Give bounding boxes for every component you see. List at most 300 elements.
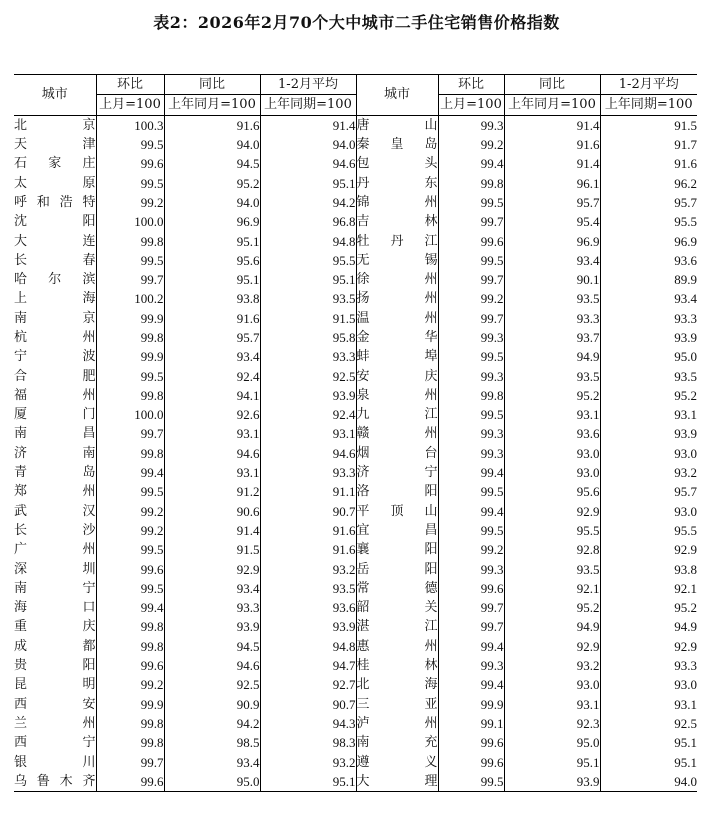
yoy-value-left: 91.6 <box>164 115 260 135</box>
city-name-left: 北京 <box>14 117 96 133</box>
mom-value-right: 99.4 <box>438 675 504 694</box>
avg-value-left: 93.3 <box>260 463 356 482</box>
avg-value-right: 93.0 <box>600 444 697 463</box>
table-row <box>14 637 697 656</box>
city-name-right: 无锡 <box>356 251 438 270</box>
avg-value-left: 91.6 <box>260 521 356 540</box>
mom-value-left: 99.8 <box>96 386 164 405</box>
mom-value-right: 99.8 <box>438 386 504 405</box>
avg-value-right: 94.0 <box>600 772 697 792</box>
table-row <box>14 656 697 675</box>
mom-value-left: 99.8 <box>96 617 164 636</box>
mom-value-left: 99.5 <box>96 135 164 154</box>
table-row <box>14 115 697 135</box>
mom-value-left: 100.2 <box>96 289 164 308</box>
mom-value-right: 99.3 <box>438 559 504 578</box>
city-name-left: 石家庄 <box>14 156 96 172</box>
table-row <box>14 772 697 792</box>
table-row <box>14 579 697 598</box>
city-name-left: 西宁 <box>14 735 96 751</box>
table-row <box>14 309 697 328</box>
mom-value-right: 99.4 <box>438 463 504 482</box>
city-name-right: 锦州 <box>356 193 438 212</box>
mom-value-left: 99.9 <box>96 309 164 328</box>
city-name-left: 长春 <box>14 252 96 268</box>
city-name-left: 广州 <box>14 542 96 558</box>
avg-value-left: 93.6 <box>260 598 356 617</box>
city-name-right: 安庆 <box>356 366 438 385</box>
city-name-right: 温州 <box>356 309 438 328</box>
mom-value-right: 99.5 <box>438 772 504 792</box>
table-row <box>14 347 697 366</box>
table-row <box>14 289 697 308</box>
city-name-left: 太原 <box>14 175 96 191</box>
mom-value-left: 99.9 <box>96 695 164 714</box>
yoy-value-right: 93.0 <box>504 463 600 482</box>
mom-value-right: 99.5 <box>438 482 504 501</box>
mom-value-right: 99.7 <box>438 270 504 289</box>
yoy-value-left: 94.1 <box>164 386 260 405</box>
mom-value-right: 99.5 <box>438 347 504 366</box>
city-name-right: 湛江 <box>356 617 438 636</box>
yoy-value-left: 92.9 <box>164 559 260 578</box>
mom-value-right: 99.2 <box>438 289 504 308</box>
avg-value-left: 92.5 <box>260 366 356 385</box>
yoy-value-right: 95.2 <box>504 386 600 405</box>
mom-value-right: 99.3 <box>438 424 504 443</box>
yoy-value-right: 91.4 <box>504 115 600 135</box>
city-name-left: 杭州 <box>14 330 96 345</box>
avg-value-right: 95.1 <box>600 752 697 771</box>
avg-value-left: 92.7 <box>260 675 356 694</box>
avg-value-right: 95.5 <box>600 521 697 540</box>
price-index-table <box>14 74 697 792</box>
mom-value-left: 99.8 <box>96 714 164 733</box>
yoy-value-left: 91.6 <box>164 309 260 328</box>
table-row <box>14 714 697 733</box>
yoy-value-left: 95.1 <box>164 270 260 289</box>
city-name-left: 合肥 <box>14 368 96 384</box>
city-name-right: 泉州 <box>356 386 438 405</box>
avg-value-left: 91.5 <box>260 309 356 328</box>
city-name-right: 秦皇岛 <box>356 135 438 154</box>
city-name-right: 北海 <box>356 675 438 694</box>
yoy-value-right: 95.7 <box>504 193 600 212</box>
avg-value-left: 95.1 <box>260 173 356 192</box>
city-name-left: 乌鲁木齐 <box>14 772 96 792</box>
yoy-value-left: 94.5 <box>164 154 260 173</box>
avg-value-right: 96.9 <box>600 231 697 250</box>
city-name-right: 扬州 <box>356 289 438 308</box>
yoy-value-right: 92.9 <box>504 637 600 656</box>
yoy-value-left: 93.8 <box>164 289 260 308</box>
yoy-value-right: 95.1 <box>504 752 600 771</box>
mom-value-left: 99.6 <box>96 656 164 675</box>
table-row <box>14 559 697 578</box>
city-name-left: 南京 <box>14 310 96 326</box>
avg-base-right: 上年同期=100 <box>600 95 697 115</box>
yoy-value-right: 93.1 <box>504 695 600 714</box>
table-row <box>14 251 697 270</box>
yoy-value-left: 91.4 <box>164 521 260 540</box>
mom-value-right: 99.3 <box>438 328 504 347</box>
avg-value-left: 91.4 <box>260 115 356 135</box>
avg-value-left: 93.3 <box>260 347 356 366</box>
mom-value-left: 99.4 <box>96 463 164 482</box>
yoy-value-left: 92.6 <box>164 405 260 424</box>
avg-value-left: 93.5 <box>260 289 356 308</box>
avg-value-left: 95.8 <box>260 328 356 347</box>
table-row <box>14 386 697 405</box>
avg-value-right: 93.0 <box>600 675 697 694</box>
mom-value-right: 99.3 <box>438 115 504 135</box>
mom-value-left: 99.5 <box>96 173 164 192</box>
mom-base-left: 上月=100 <box>96 95 164 115</box>
city-name-right: 牡丹江 <box>356 231 438 250</box>
mom-value-right: 99.8 <box>438 173 504 192</box>
yoy-value-right: 95.4 <box>504 212 600 231</box>
yoy-value-left: 96.9 <box>164 212 260 231</box>
city-name-right: 惠州 <box>356 637 438 656</box>
mom-value-right: 99.5 <box>438 251 504 270</box>
avg-value-right: 93.8 <box>600 559 697 578</box>
yoy-value-right: 93.0 <box>504 444 600 463</box>
avg-value-right: 93.1 <box>600 695 697 714</box>
mom-value-left: 99.7 <box>96 270 164 289</box>
mom-value-left: 99.4 <box>96 598 164 617</box>
yoy-value-right: 90.1 <box>504 270 600 289</box>
city-name-right: 吉林 <box>356 212 438 231</box>
yoy-header-right: 同比 <box>504 75 600 95</box>
city-name-left: 厦门 <box>14 407 96 423</box>
avg-value-right: 93.2 <box>600 463 697 482</box>
mom-value-left: 99.5 <box>96 482 164 501</box>
mom-value-left: 100.0 <box>96 212 164 231</box>
mom-value-right: 99.7 <box>438 309 504 328</box>
yoy-value-right: 95.5 <box>504 521 600 540</box>
yoy-value-right: 93.9 <box>504 772 600 792</box>
yoy-value-right: 93.7 <box>504 328 600 347</box>
avg-value-left: 91.6 <box>260 540 356 559</box>
avg-value-right: 95.5 <box>600 212 697 231</box>
city-name-left: 昆明 <box>14 677 96 693</box>
yoy-value-left: 93.1 <box>164 424 260 443</box>
city-name-right: 常德 <box>356 579 438 598</box>
city-name-right: 宜昌 <box>356 521 438 540</box>
avg-base-left: 上年同期=100 <box>260 95 356 115</box>
city-name-right: 包头 <box>356 154 438 173</box>
avg-value-right: 91.6 <box>600 154 697 173</box>
avg-value-left: 94.6 <box>260 444 356 463</box>
city-name-left: 西安 <box>14 696 96 712</box>
mom-value-left: 99.8 <box>96 637 164 656</box>
city-name-right: 洛阳 <box>356 482 438 501</box>
city-name-right: 九江 <box>356 405 438 424</box>
avg-value-left: 93.9 <box>260 617 356 636</box>
city-name-left: 大连 <box>14 233 96 249</box>
avg-value-right: 95.2 <box>600 386 697 405</box>
yoy-value-left: 93.1 <box>164 463 260 482</box>
table-row <box>14 444 697 463</box>
mom-value-right: 99.3 <box>438 444 504 463</box>
avg-value-left: 93.1 <box>260 424 356 443</box>
yoy-value-right: 93.4 <box>504 251 600 270</box>
table-body <box>14 115 697 791</box>
yoy-value-left: 93.4 <box>164 752 260 771</box>
city-header-left: 城市 <box>14 75 96 116</box>
mom-value-left: 99.6 <box>96 772 164 792</box>
mom-value-left: 99.2 <box>96 193 164 212</box>
table-row <box>14 733 697 752</box>
avg-value-right: 89.9 <box>600 270 697 289</box>
avg-value-right: 92.1 <box>600 579 697 598</box>
yoy-value-left: 92.5 <box>164 675 260 694</box>
avg-value-left: 95.1 <box>260 270 356 289</box>
avg-value-left: 90.7 <box>260 502 356 521</box>
mom-value-left: 99.5 <box>96 251 164 270</box>
avg-value-right: 92.5 <box>600 714 697 733</box>
avg-value-right: 92.9 <box>600 540 697 559</box>
yoy-base-right: 上年同月=100 <box>504 95 600 115</box>
avg-value-right: 92.9 <box>600 637 697 656</box>
yoy-value-right: 94.9 <box>504 617 600 636</box>
city-name-left: 青岛 <box>14 465 96 481</box>
yoy-value-right: 93.1 <box>504 405 600 424</box>
avg-value-left: 93.9 <box>260 386 356 405</box>
avg-value-right: 95.7 <box>600 482 697 501</box>
avg-value-left: 94.0 <box>260 135 356 154</box>
mom-value-right: 99.1 <box>438 714 504 733</box>
city-name-left: 沈阳 <box>14 214 96 230</box>
mom-value-right: 99.5 <box>438 521 504 540</box>
table-row <box>14 598 697 617</box>
city-name-right: 济宁 <box>356 463 438 482</box>
yoy-value-left: 95.7 <box>164 328 260 347</box>
mom-value-left: 99.2 <box>96 502 164 521</box>
mom-value-right: 99.7 <box>438 598 504 617</box>
yoy-value-right: 93.5 <box>504 366 600 385</box>
mom-value-right: 99.5 <box>438 405 504 424</box>
mom-value-left: 99.2 <box>96 521 164 540</box>
yoy-value-right: 92.3 <box>504 714 600 733</box>
mom-value-left: 99.8 <box>96 231 164 250</box>
header-row-bases <box>14 95 697 115</box>
yoy-value-right: 93.2 <box>504 656 600 675</box>
avg-value-left: 93.5 <box>260 579 356 598</box>
city-name-right: 赣州 <box>356 424 438 443</box>
table-row <box>14 135 697 154</box>
city-name-right: 蚌埠 <box>356 347 438 366</box>
yoy-value-left: 93.3 <box>164 598 260 617</box>
avg-value-left: 95.5 <box>260 251 356 270</box>
table-row <box>14 193 697 212</box>
mom-header-left: 环比 <box>96 75 164 95</box>
city-name-left: 长沙 <box>14 522 96 538</box>
avg-value-left: 95.1 <box>260 772 356 792</box>
mom-value-left: 99.7 <box>96 424 164 443</box>
table-row <box>14 154 697 173</box>
avg-value-right: 93.9 <box>600 328 697 347</box>
city-name-left: 成都 <box>14 638 96 654</box>
city-name-left: 海口 <box>14 600 96 616</box>
city-name-right: 三亚 <box>356 695 438 714</box>
table-row <box>14 521 697 540</box>
mom-value-right: 99.7 <box>438 212 504 231</box>
yoy-value-right: 93.3 <box>504 309 600 328</box>
yoy-value-right: 93.5 <box>504 289 600 308</box>
mom-value-right: 99.3 <box>438 656 504 675</box>
yoy-value-left: 98.5 <box>164 733 260 752</box>
avg-value-left: 91.1 <box>260 482 356 501</box>
table-row <box>14 424 697 443</box>
city-name-right: 桂林 <box>356 656 438 675</box>
table-row <box>14 617 697 636</box>
yoy-value-left: 94.6 <box>164 444 260 463</box>
table-row <box>14 482 697 501</box>
yoy-header-left: 同比 <box>164 75 260 95</box>
city-name-right: 大理 <box>356 772 438 792</box>
mom-value-right: 99.2 <box>438 135 504 154</box>
avg-value-right: 93.0 <box>600 502 697 521</box>
avg-value-right: 91.5 <box>600 115 697 135</box>
mom-value-left: 99.8 <box>96 328 164 347</box>
yoy-value-left: 91.5 <box>164 540 260 559</box>
page-title: 表2：2026年2月70个大中城市二手住宅销售价格指数 <box>153 13 560 32</box>
yoy-value-right: 94.9 <box>504 347 600 366</box>
yoy-value-left: 94.2 <box>164 714 260 733</box>
mom-value-right: 99.6 <box>438 579 504 598</box>
table-row <box>14 173 697 192</box>
yoy-value-left: 95.0 <box>164 772 260 792</box>
yoy-value-left: 94.0 <box>164 193 260 212</box>
table-row <box>14 405 697 424</box>
city-name-right: 烟台 <box>356 444 438 463</box>
avg-value-right: 93.6 <box>600 251 697 270</box>
mom-value-left: 99.2 <box>96 675 164 694</box>
mom-base-right: 上月=100 <box>438 95 504 115</box>
yoy-value-left: 93.4 <box>164 347 260 366</box>
mom-value-right: 99.9 <box>438 695 504 714</box>
avg-value-left: 94.3 <box>260 714 356 733</box>
table-row <box>14 695 697 714</box>
city-name-right: 泸州 <box>356 714 438 733</box>
mom-value-right: 99.5 <box>438 193 504 212</box>
yoy-value-left: 95.1 <box>164 231 260 250</box>
city-name-right: 岳阳 <box>356 559 438 578</box>
avg-value-right: 91.7 <box>600 135 697 154</box>
avg-value-left: 90.7 <box>260 695 356 714</box>
mom-value-left: 99.5 <box>96 366 164 385</box>
table-row <box>14 463 697 482</box>
city-name-left: 深圳 <box>14 561 96 577</box>
avg-value-left: 92.4 <box>260 405 356 424</box>
avg-value-left: 94.6 <box>260 154 356 173</box>
avg-value-right: 93.3 <box>600 309 697 328</box>
yoy-value-left: 90.9 <box>164 695 260 714</box>
yoy-value-left: 94.5 <box>164 637 260 656</box>
table-row <box>14 270 697 289</box>
yoy-value-right: 93.5 <box>504 559 600 578</box>
city-name-left: 上海 <box>14 291 96 307</box>
mom-value-left: 99.5 <box>96 579 164 598</box>
city-name-right: 丹东 <box>356 173 438 192</box>
city-name-left: 武汉 <box>14 503 96 519</box>
city-name-left: 天津 <box>14 137 96 153</box>
avg-value-right: 95.1 <box>600 733 697 752</box>
table-row <box>14 366 697 385</box>
city-name-right: 韶关 <box>356 598 438 617</box>
mom-value-left: 99.6 <box>96 154 164 173</box>
avg-value-right: 96.2 <box>600 173 697 192</box>
avg-value-right: 94.9 <box>600 617 697 636</box>
city-name-left: 福州 <box>14 387 96 403</box>
yoy-value-right: 93.6 <box>504 424 600 443</box>
city-name-right: 金华 <box>356 328 438 347</box>
yoy-value-right: 95.2 <box>504 598 600 617</box>
city-name-right: 南充 <box>356 733 438 752</box>
city-name-left: 南昌 <box>14 426 96 442</box>
mom-value-right: 99.4 <box>438 154 504 173</box>
mom-value-left: 99.6 <box>96 559 164 578</box>
mom-value-left: 99.8 <box>96 733 164 752</box>
avg-value-left: 94.2 <box>260 193 356 212</box>
city-name-right: 唐山 <box>356 115 438 135</box>
header-row-groups <box>14 75 697 95</box>
city-name-left: 兰州 <box>14 715 96 731</box>
mom-header-right: 环比 <box>438 75 504 95</box>
avg-value-right: 93.5 <box>600 366 697 385</box>
city-name-left: 南宁 <box>14 580 96 596</box>
city-name-left: 贵阳 <box>14 658 96 674</box>
avg-value-left: 94.8 <box>260 231 356 250</box>
yoy-value-right: 95.0 <box>504 733 600 752</box>
table-row <box>14 675 697 694</box>
yoy-value-right: 96.9 <box>504 231 600 250</box>
city-name-left: 呼和浩特 <box>14 194 96 210</box>
city-name-left: 郑州 <box>14 484 96 500</box>
yoy-value-right: 91.6 <box>504 135 600 154</box>
mom-value-right: 99.2 <box>438 540 504 559</box>
mom-value-left: 100.0 <box>96 405 164 424</box>
avg-value-left: 94.8 <box>260 637 356 656</box>
mom-value-left: 99.5 <box>96 540 164 559</box>
mom-value-left: 99.9 <box>96 347 164 366</box>
yoy-value-left: 93.9 <box>164 617 260 636</box>
avg-value-right: 95.0 <box>600 347 697 366</box>
city-name-right: 襄阳 <box>356 540 438 559</box>
yoy-value-left: 95.6 <box>164 251 260 270</box>
avg-value-right: 93.1 <box>600 405 697 424</box>
yoy-value-left: 91.2 <box>164 482 260 501</box>
city-name-left: 银川 <box>14 754 96 770</box>
mom-value-right: 99.3 <box>438 366 504 385</box>
avg-value-left: 93.2 <box>260 559 356 578</box>
table-row <box>14 752 697 771</box>
yoy-value-right: 93.0 <box>504 675 600 694</box>
avg-value-right: 93.3 <box>600 656 697 675</box>
city-name-left: 哈尔滨 <box>14 272 96 288</box>
city-name-left: 济南 <box>14 445 96 461</box>
avg-value-right: 95.2 <box>600 598 697 617</box>
yoy-value-right: 92.9 <box>504 502 600 521</box>
yoy-value-right: 92.8 <box>504 540 600 559</box>
avg-header-right: 1-2月平均 <box>600 75 697 95</box>
yoy-value-left: 94.6 <box>164 656 260 675</box>
table-row <box>14 328 697 347</box>
mom-value-right: 99.4 <box>438 637 504 656</box>
yoy-value-right: 92.1 <box>504 579 600 598</box>
table-row <box>14 212 697 231</box>
